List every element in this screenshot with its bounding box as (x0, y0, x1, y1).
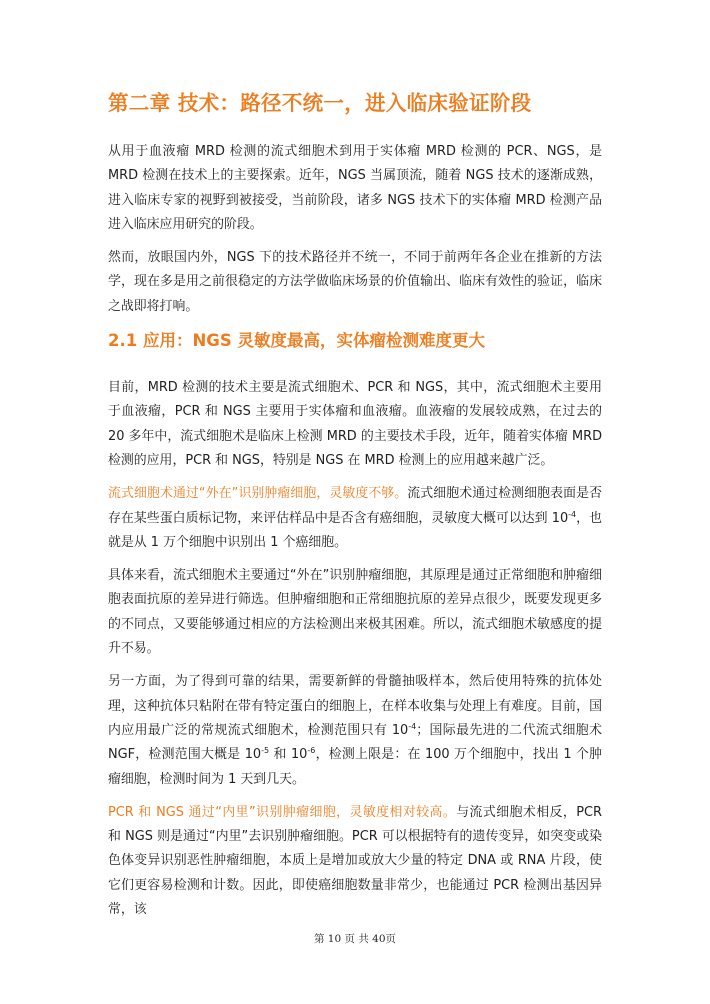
paragraph-4-text-c: 和 10 (269, 747, 308, 763)
paragraph-2-text-a: 流式细胞术通过检测细胞表面是否存在某些蛋白质标记物，来评估样品中是否含有癌细胞，灵敏度大概可以达到 10 (108, 486, 602, 526)
section-paragraph-3: 具体来看，流式细胞术主要通过“外在”识别肿瘤细胞，其原理是通过正常细胞和肿瘤细胞表面抗原的差异进行筛选。但肿瘤细胞和正常细胞抗原的差异点很少，既要发现更多的不同点，又要能够通过相应的方法检测出来极其困难。所以，流式细胞术敏感度的提升不易。 (108, 568, 602, 657)
paragraph-5-text: 与流式细胞术相反，PCR 和 NGS 则是通过“内里”去识别肿瘤细胞。PCR 可以根据特有的遗传变异，如突变或染色体变异识别恶性肿瘤细胞，本质上是增加或放大少量的特定 DNA 或 RNA 片段，使它们更容易检测和计数。因此，即使癌细胞数量非常少，也能通过 PCR 检测出基因异常，该 (108, 804, 602, 918)
section-title: 2.1 应用：NGS 灵敏度最高，实体瘤检测难度更大 (108, 331, 485, 351)
paragraph-4-text-d: ，检测上限是：在 100 万个细胞中，找出 1 个肿瘤细胞，检测时间为 1 天到几天。 (108, 747, 602, 787)
exponent-a: -4 (568, 509, 577, 519)
chapter-paragraph-1: 从用于血液瘤 MRD 检测的流式细胞术到用于实体瘤 MRD 检测的 PCR、NGS，是 MRD 检测在技术上的主要探索。近年，NGS 当属顶流，随着 NGS 技术的逐渐成熟，进入临床专家的视野到被接受，当前阶段，诸多 NGS 技术下的实体瘤 MRD 检测产品进入临床应用研究的阶段。 (108, 144, 602, 232)
highlight-flow-cytometry: 流式细胞术通过“外在”识别肿瘤细胞，灵敏度不够。 (108, 486, 408, 502)
section-paragraph-2 (108, 482, 602, 555)
page-content (108, 88, 602, 931)
section-paragraph-1: 目前，MRD 检测的技术主要是流式细胞术、PCR 和 NGS，其中，流式细胞术主要用于血液瘤，PCR 和 NGS 主要用于实体瘤和血液瘤。血液瘤的发展较成熟，在过去的 20 多年中，流式细胞术是临床上检测 MRD 的主要技术手段，近年，随着实体瘤 MRD 检测的应用，PCR 和 NGS，特别是 NGS 在 MRD 检测上的应用越来越广泛。 (108, 380, 602, 468)
exponent-b: -4 (408, 721, 417, 731)
page-number-footer: 第 10 页 共 40页 (313, 933, 397, 945)
paragraph-2-text-b: ，也就是从 1 万个细胞中识别出 1 个癌细胞。 (108, 510, 603, 550)
paragraph-4-text-b: ；国际最先进的二代流式细胞术 NGF，检测范围大概是 10 (108, 722, 602, 763)
exponent-d: -6 (307, 746, 316, 756)
section-paragraph-4 (108, 670, 602, 791)
chapter-title: 第二章 技术：路径不统一，进入临床验证阶段 (108, 91, 532, 115)
paragraph-4-text-a: 另一方面，为了得到可靠的结果，需要新鲜的骨髓抽吸样本，然后使用特殊的抗体处理，这种抗体只粘附在带有特定蛋白的细胞上，在样本收集与处理上有难度。目前，国内应用最广泛的常规流式细胞术，检测范围只有 10 (108, 674, 602, 738)
chapter-paragraph-2: 然而，放眼国内外，NGS 下的技术路径并不统一，不同于前两年各企业在推新的方法学，现在多是用之前很稳定的方法学做临床场景的价值输出、临床有效性的验证，临床之战即将打响。 (108, 250, 602, 314)
section-paragraph-5 (108, 801, 602, 922)
exponent-c: -5 (261, 746, 270, 756)
highlight-pcr-ngs: PCR 和 NGS 通过“内里”识别肿瘤细胞，灵敏度相对较高。 (108, 804, 457, 820)
